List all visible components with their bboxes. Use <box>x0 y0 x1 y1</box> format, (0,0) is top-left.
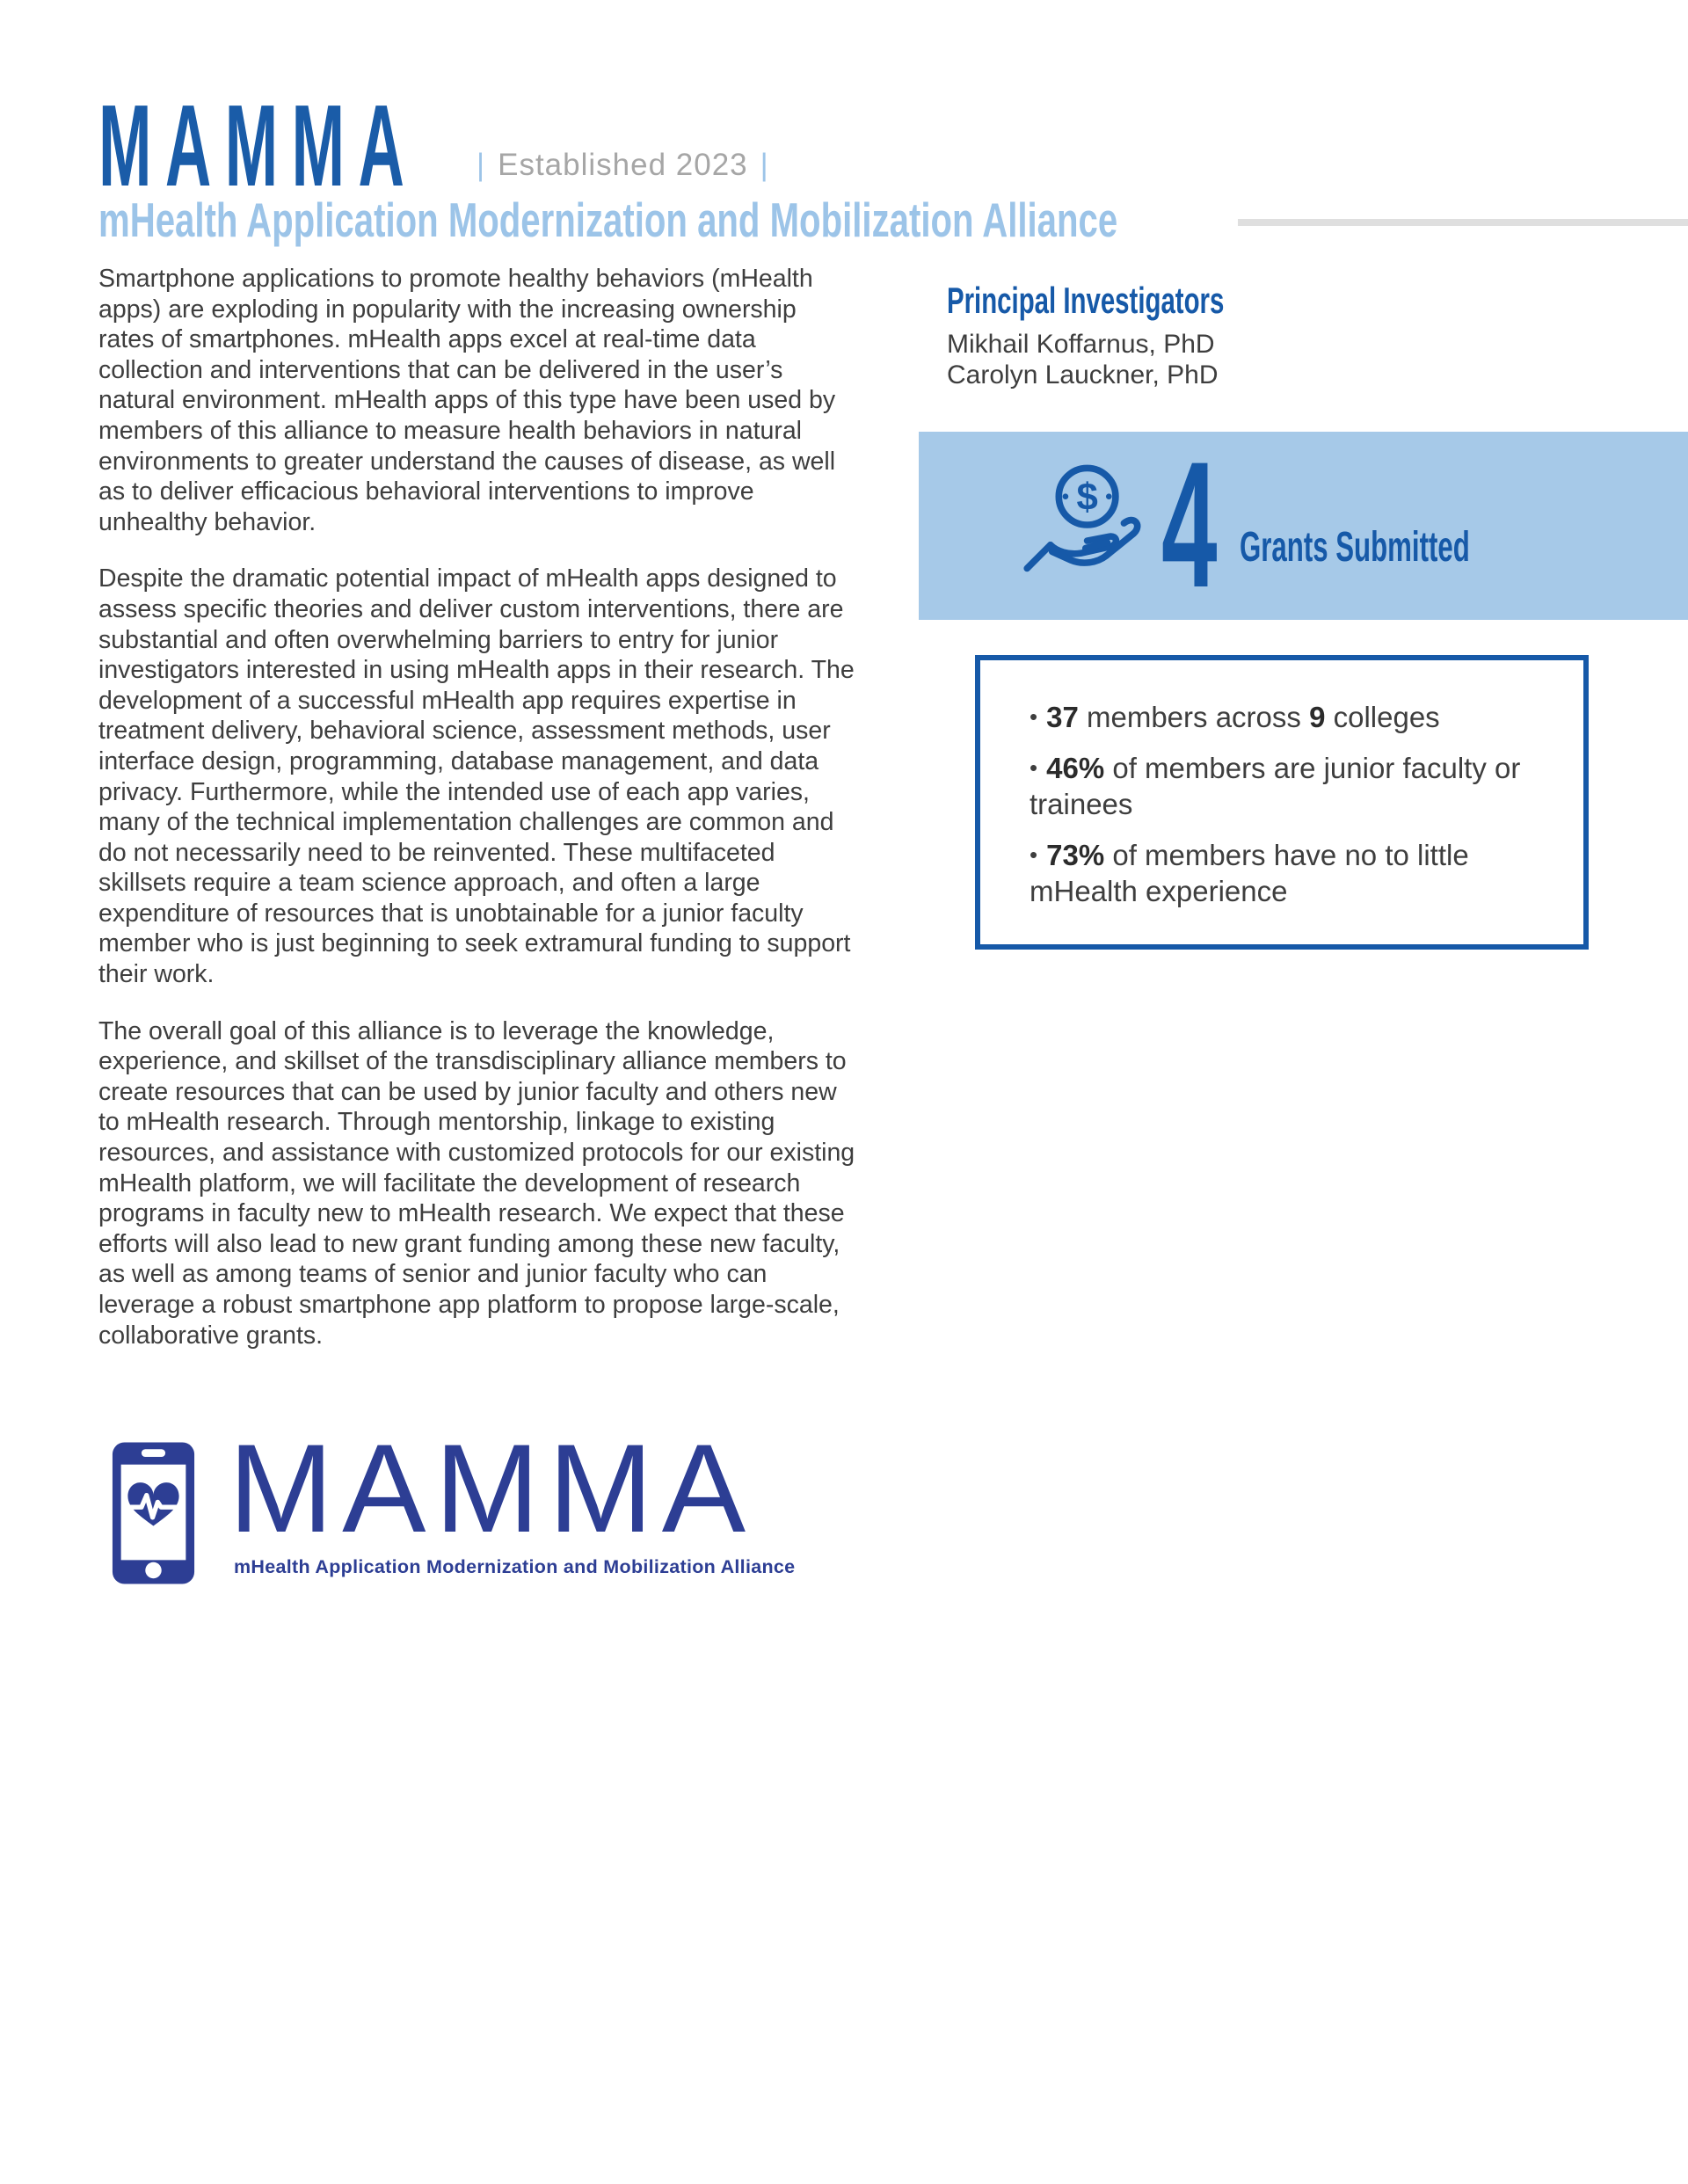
stat-junior-faculty: • 46% of members are junior faculty or trainees <box>1030 752 1521 820</box>
stat-mhealth-experience: • 73% of members have no to little mHealth experience <box>1030 839 1469 907</box>
principal-investigators-list <box>947 329 1219 390</box>
page-subtitle: mHealth Application Modernization and Mobilization Alliance <box>98 193 1118 247</box>
logo-wordmark: MAMMA <box>229 1419 755 1559</box>
established-badge <box>464 149 782 180</box>
grants-submitted-panel <box>919 425 1688 625</box>
bullet-icon: • <box>1030 841 1038 868</box>
page-title: MAMMA <box>98 81 418 210</box>
established-close-pipe: | <box>760 148 769 182</box>
grants-count: 4 <box>1161 425 1218 625</box>
membership-stats-list <box>980 660 1575 909</box>
stat-members-colleges: • 37 members across 9 colleges <box>1030 701 1440 733</box>
investigator-name: Carolyn Lauckner, PhD <box>947 360 1219 389</box>
article-body <box>98 264 856 1377</box>
bullet-icon: • <box>1030 754 1038 781</box>
principal-investigators-heading: Principal Investigators <box>947 280 1225 321</box>
logo-tagline: mHealth Application Modernization and Mobilization Alliance <box>234 1556 796 1577</box>
grants-label: Grants Submitted <box>1240 524 1470 571</box>
article-paragraph-1: Smartphone applications to promote healthy behaviors (mHealth apps) are exploding in popularity with the increasing ownership rates of smartphones. mHealth apps excel at real-time data collection and interventions that can be delivered in the user’s natural environment. mHealth apps of this type have been used by members of this alliance to measure health behaviors in natural environments to greater understand the causes of disease, as well as to deliver efficacious behavioral interventions to improve unhealthy behavior. <box>98 265 836 536</box>
header-divider <box>1238 219 1688 226</box>
article-paragraph-3: The overall goal of this alliance is to leverage the knowledge, experience, and skillset of the transdisciplinary alliance members to create resources that can be used by junior faculty and others new to mHealth research. Through mentorship, linkage to existing resources, and assistance with customized protocols for our existing mHealth platform, we will facilitate the development of research programs in faculty new to mHealth research. We expect that these efforts will also lead to new grant funding among these new faculty, as well as among teams of senior and junior faculty who can leverage a robust smartphone app platform to propose large-scale, collaborative grants. <box>98 1016 855 1350</box>
hand-holding-dollar-icon <box>1014 458 1147 592</box>
investigator-name: Mikhail Koffarnus, PhD <box>947 330 1215 359</box>
bullet-icon: • <box>1030 703 1038 730</box>
article-paragraph-2: Despite the dramatic potential impact of mHealth apps designed to assess specific theories and deliver custom interventions, there are substantial and often overwhelming barriers to entry for junior investigators interested in using mHealth apps in their research. The development of a successful mHealth app requires expertise in treatment delivery, behavioral science, assessment methods, user interface design, programming, database management, and data privacy. Furthermore, while the intended use of each app varies, many of the technical implementation challenges are common and do not necessarily need to be reinvented. These multifaceted skillsets require a team science approach, and often a large expenditure of resources that is unobtainable for a junior faculty member who is just beginning to seek extramural funding to support their work. <box>98 564 855 989</box>
established-text: Established 2023 <box>498 148 748 182</box>
smartphone-heart-icon <box>111 1440 196 1586</box>
svg-text:$: $ <box>1076 475 1098 519</box>
membership-stats-box <box>975 655 1589 950</box>
established-open-pipe: | <box>477 148 486 182</box>
